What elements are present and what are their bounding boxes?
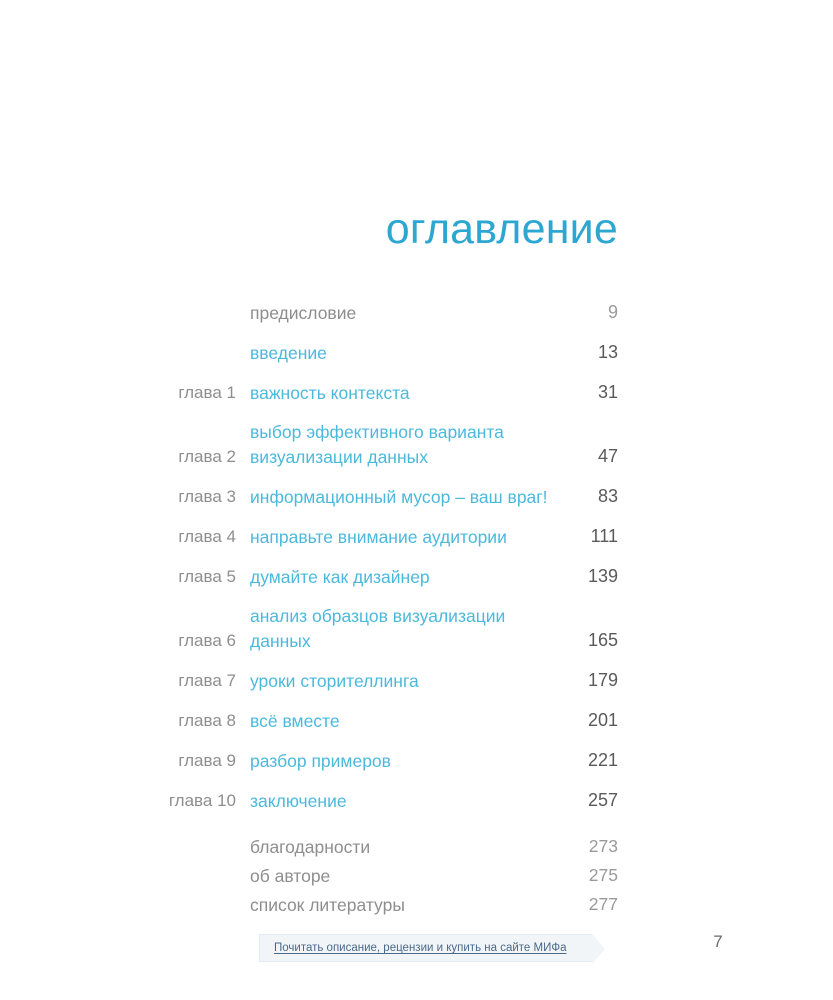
toc-title-line1: всё вместе [250, 711, 340, 731]
toc-chapter-label: глава 10 [168, 791, 236, 810]
toc-title-line2: визуализации данных [250, 447, 428, 467]
toc-page-number: 139 [587, 566, 618, 586]
toc-title-line1: введение [250, 343, 327, 363]
toc-entry-title[interactable] [236, 485, 560, 510]
toc-title-line1: об авторе [250, 866, 331, 886]
toc-entry-title[interactable] [236, 525, 560, 550]
toc-entry-chapter-2[interactable] [0, 420, 618, 470]
toc-page-number: 273 [588, 836, 618, 856]
toc-chapter-label [0, 917, 236, 918]
toc-page-number: 111 [590, 526, 618, 546]
toc-chapter-label: глава 6 [178, 631, 236, 650]
toc-entry-chapter-9[interactable] [0, 748, 618, 774]
toc-page-number: 9 [607, 302, 618, 322]
toc-entry-title[interactable] [236, 565, 560, 590]
toc-entry-chapter-4[interactable] [0, 524, 618, 550]
toc-entry-title[interactable] [236, 420, 560, 470]
toc-title-line1: уроки сторителлинга [250, 671, 419, 691]
toc-chapter-label: глава 8 [178, 711, 236, 730]
toc-chapter-label [0, 859, 236, 860]
toc-title-line1: думайте как дизайнер [250, 567, 430, 587]
toc-title-line1: направьте внимание аудитории [250, 527, 507, 547]
toc-entry-predislovie[interactable] [0, 300, 618, 326]
toc-chapter-label: глава 5 [178, 567, 236, 586]
toc-entry-chapter-5[interactable] [0, 564, 618, 590]
toc-page-number: 201 [587, 710, 618, 730]
toc-title-line1: разбор примеров [250, 751, 391, 771]
toc-page-number: 221 [587, 750, 618, 770]
toc-chapter-label: глава 1 [178, 383, 236, 402]
toc-chapter-label [0, 365, 236, 366]
toc-entry-title[interactable] [236, 301, 560, 326]
table-of-contents [0, 300, 618, 921]
toc-chapter-label: глава 4 [178, 527, 236, 546]
toc-page-number: 83 [597, 486, 618, 506]
toc-page-number: 13 [597, 342, 618, 362]
promo-link[interactable]: Почитать описание, рецензии и купить на сайте МИФа [274, 942, 567, 954]
toc-entry-title[interactable] [236, 709, 560, 734]
toc-entry-chapter-10[interactable] [0, 788, 618, 814]
toc-page-number: 277 [588, 894, 618, 914]
toc-entry-title[interactable] [236, 789, 560, 814]
page-folio-number: 7 [713, 932, 723, 951]
toc-chapter-label: глава 7 [178, 671, 236, 690]
toc-title-line1: заключение [250, 791, 347, 811]
toc-chapter-label [0, 325, 236, 326]
toc-page-number: 31 [597, 382, 618, 402]
toc-page-number: 179 [587, 670, 618, 690]
toc-title-line1: благодарности [250, 837, 371, 857]
toc-title-line1: важность контекста [250, 383, 410, 403]
toc-page-number: 275 [588, 865, 618, 885]
toc-entry-title[interactable] [236, 864, 560, 889]
toc-entry-title[interactable] [236, 835, 560, 860]
toc-chapter-label: глава 3 [178, 487, 236, 506]
toc-entry-chapter-7[interactable] [0, 668, 618, 694]
toc-entry-chapter-8[interactable] [0, 708, 618, 734]
toc-entry-title[interactable] [236, 749, 560, 774]
toc-title-line1: выбор эффективного варианта [250, 422, 504, 442]
toc-title-line1: анализ образцов визуализации данных [250, 606, 506, 651]
toc-page-number: 47 [597, 446, 618, 466]
page-title: оглавление [385, 204, 618, 253]
toc-title-line1: информационный мусор – ваш враг! [250, 487, 548, 507]
toc-entry-vvedenie[interactable] [0, 340, 618, 366]
toc-entry-spisok-literatury[interactable] [0, 892, 618, 918]
toc-title-line1: предисловие [250, 303, 357, 323]
toc-entry-ob-avtore[interactable] [0, 863, 618, 889]
toc-page-number: 165 [587, 630, 618, 650]
toc-backmatter-group [0, 834, 618, 918]
toc-chapter-label: глава 9 [178, 751, 236, 770]
toc-entry-chapter-6[interactable] [0, 604, 618, 654]
toc-entry-title[interactable] [236, 381, 560, 406]
toc-chapter-label: глава 2 [178, 447, 236, 466]
toc-entry-title[interactable] [236, 893, 560, 918]
toc-entry-chapter-1[interactable] [0, 380, 618, 406]
toc-page-number: 257 [587, 790, 618, 810]
toc-entry-title[interactable] [236, 669, 560, 694]
toc-entry-title[interactable] [236, 341, 560, 366]
toc-entry-chapter-3[interactable] [0, 484, 618, 510]
promo-banner[interactable] [259, 934, 592, 962]
toc-title-line1: список литературы [250, 895, 405, 915]
toc-chapter-label [0, 888, 236, 889]
toc-entry-blagodarnosti[interactable] [0, 834, 618, 860]
toc-entry-title[interactable] [236, 604, 560, 654]
